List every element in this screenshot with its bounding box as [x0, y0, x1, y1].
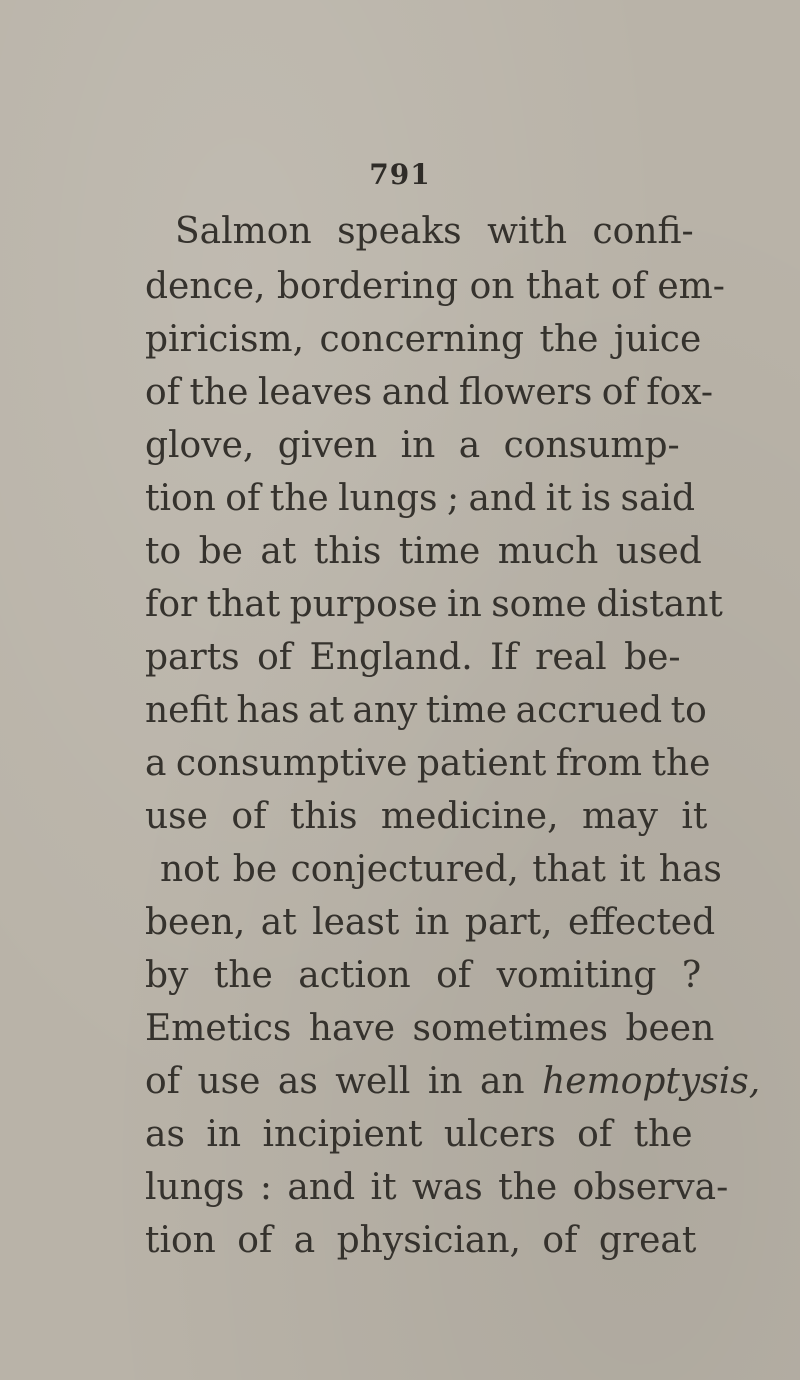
text-line-20: tion of a physician, of great — [145, 1220, 697, 1261]
text-line-4: of the leaves and flowers of fox- — [145, 372, 714, 413]
text-line-13: not be conjectured, that it has — [160, 849, 722, 890]
text-line-19: lungs : and it was the observa- — [145, 1167, 729, 1208]
text-line-8: for that purpose in some distant — [145, 584, 723, 625]
text-line-2: dence, bordering on that of em- — [145, 266, 725, 307]
text-line-11: a consumptive patient from the — [145, 743, 711, 784]
page-number: 791 — [369, 158, 431, 191]
text-line-15: by the action of vomiting ? — [145, 955, 702, 996]
text-line-16: Emetics have sometimes been — [145, 1008, 715, 1049]
italic-term: hemoptysis, — [542, 1061, 761, 1102]
text-line-12: use of this medicine, may it — [145, 796, 708, 837]
text-line-10: nefit has at any time accrued to — [145, 690, 707, 731]
text-line-3: piricism, concerning the juice — [145, 319, 702, 360]
text-line-5: glove, given in a consump- — [145, 425, 680, 466]
text-line-6: tion of the lungs ; and it is said — [145, 478, 696, 519]
text-line-7: to be at this time much used — [145, 531, 702, 572]
text-line-17-start: of use as well in an — [145, 1061, 525, 1102]
text-line-9: parts of England. If real be- — [145, 637, 681, 678]
text-line-17 — [145, 1061, 761, 1102]
text-line-1: Salmon speaks with confi- — [175, 211, 694, 252]
text-line-14: been, at least in part, effected — [145, 902, 716, 943]
text-line-18: as in incipient ulcers of the — [145, 1114, 693, 1155]
